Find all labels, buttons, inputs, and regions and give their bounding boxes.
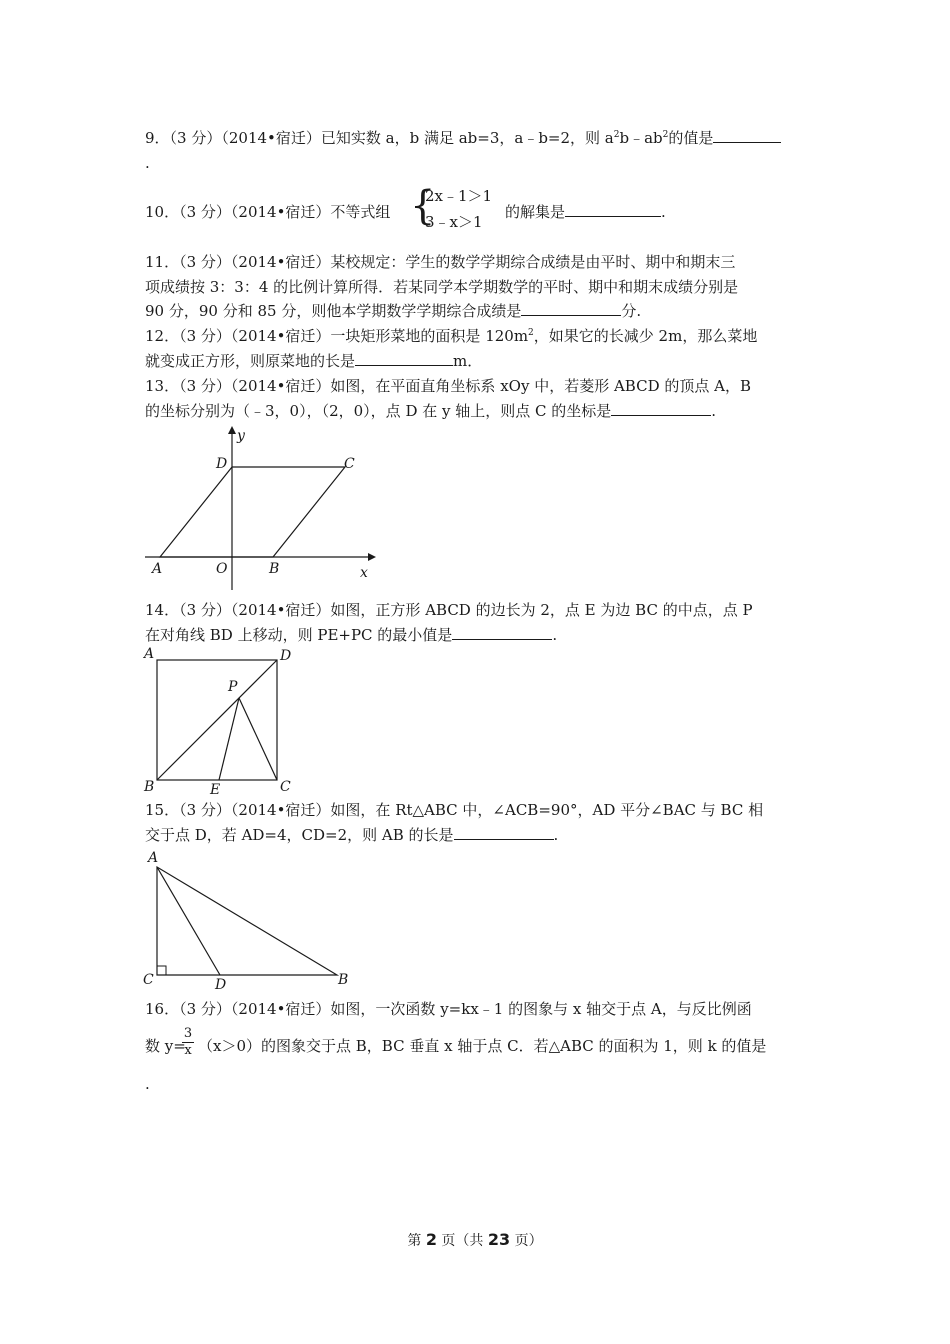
q9-answer-blank[interactable]	[713, 128, 781, 143]
q15-triangle	[157, 867, 337, 975]
q13-label-O: O	[216, 561, 228, 577]
q14-label-E: E	[210, 782, 221, 795]
q9-line2: .	[145, 154, 150, 172]
q13-x-arrow	[368, 553, 376, 561]
q15-line2: 交于点 D，若 AD=4，CD=2，则 AB 的长是 .	[145, 826, 559, 844]
q14-segment-PC	[239, 698, 277, 780]
q16-line1: 16．（3 分）（2014•宿迁）如图，一次函数 y=kx﹣1 的图象与 x 轴交于点 A，与反比例函	[145, 1000, 752, 1018]
q15-label-D: D	[215, 977, 227, 990]
q14-segment-PE	[219, 698, 239, 780]
q16-line3: .	[145, 1075, 150, 1093]
q14-label-D: D	[280, 648, 292, 664]
q14-diagonal-BD	[157, 660, 277, 780]
q11-line2: 项成绩按 3：3：4 的比例计算所得．若某同学本学期数学的平时、期中和期末成绩分别是	[145, 278, 739, 296]
q13-answer-blank[interactable]	[611, 401, 711, 416]
q13-rhombus	[160, 467, 345, 557]
q13-y-arrow	[228, 426, 236, 434]
q13-label-C: C	[344, 456, 355, 472]
page-total: 23	[487, 1230, 511, 1249]
q11-line3: 90 分，90 分和 85 分，则他本学期数学学期综合成绩是 分.	[145, 302, 642, 320]
q12-line2: 就变成正方形，则原菜地的长是 m．	[145, 352, 483, 370]
q15-line1: 15．（3 分）（2014•宿迁）如图，在 Rt△ABC 中，∠ACB=90°，AD 平分∠BAC 与 BC 相	[145, 801, 764, 819]
q11-answer-blank[interactable]	[521, 301, 621, 316]
q14-line2: 在对角线 BD 上移动，则 PE+PC 的最小值是 .	[145, 626, 558, 644]
q13-figure	[140, 422, 380, 592]
q13-label-x: x	[360, 565, 368, 581]
q10-row1: 2x﹣1＞1	[425, 187, 493, 205]
q13-line1: 13．（3 分）（2014•宿迁）如图，在平面直角坐标系 xOy 中，若菱形 ABCD 的顶点 A，B	[145, 377, 751, 395]
q16-fraction	[182, 1027, 194, 1058]
q15-figure	[140, 845, 360, 990]
q14-line1: 14．（3 分）（2014•宿迁）如图，正方形 ABCD 的边长为 2，点 E 为边 BC 的中点，点 P	[145, 601, 753, 619]
q10-row2: 3﹣x＞1	[425, 213, 483, 231]
q16-line2b: （x＞0）的图象交于点 B，BC 垂直 x 轴于点 C．若△ABC 的面积为 1，则 k 的值是	[198, 1037, 767, 1055]
q10-brace: {	[410, 183, 436, 229]
q15-right-angle-mark	[157, 966, 166, 975]
q12-answer-blank[interactable]	[355, 351, 453, 366]
q13-label-D: D	[216, 456, 228, 472]
q14-label-P: P	[228, 679, 238, 695]
page-footer: 第 2 页（共 23 页）	[407, 1230, 543, 1249]
q9-line1: 9．（3 分）（2014•宿迁）已知实数 a，b 满足 ab=3，a﹣b=2，则 $a^2b﹣ab^2$的值是	[145, 128, 781, 148]
q15-label-C: C	[143, 972, 154, 988]
q13-label-y: y	[237, 428, 245, 444]
q13-label-B: B	[269, 561, 280, 577]
q15-answer-blank[interactable]	[454, 825, 554, 840]
q16-frac-num: 3	[183, 1026, 193, 1041]
q13-label-A: A	[152, 561, 163, 577]
q11-line1: 11．（3 分）（2014•宿迁）某校规定：学生的数学学期综合成绩是由平时、期中和期末三	[145, 253, 736, 271]
q16-line2a: 数 y=	[145, 1037, 186, 1055]
q14-answer-blank[interactable]	[452, 625, 552, 640]
q10-prefix: 10．（3 分）（2014•宿迁）不等式组	[145, 203, 391, 221]
q16-frac-den: x	[184, 1043, 192, 1058]
q15-label-A: A	[148, 850, 159, 866]
q15-label-B: B	[338, 972, 349, 988]
q10-suffix: 的解集是 .	[505, 203, 666, 221]
q14-label-C: C	[280, 779, 291, 795]
q12-line1: 12．（3 分）（2014•宿迁）一块矩形菜地的面积是 $120m^2$，如果它的长减少 2m，那么菜地	[145, 327, 758, 345]
q14-label-A: A	[144, 646, 155, 662]
q15-segment-AD	[157, 867, 220, 975]
q14-figure	[140, 645, 300, 795]
page-number: 2	[425, 1230, 437, 1249]
q10-answer-blank[interactable]	[565, 202, 661, 217]
q13-line2: 的坐标分别为（﹣3，0），（2，0），点 D 在 y 轴上，则点 C 的坐标是 .	[145, 402, 717, 420]
q14-label-B: B	[144, 779, 155, 795]
